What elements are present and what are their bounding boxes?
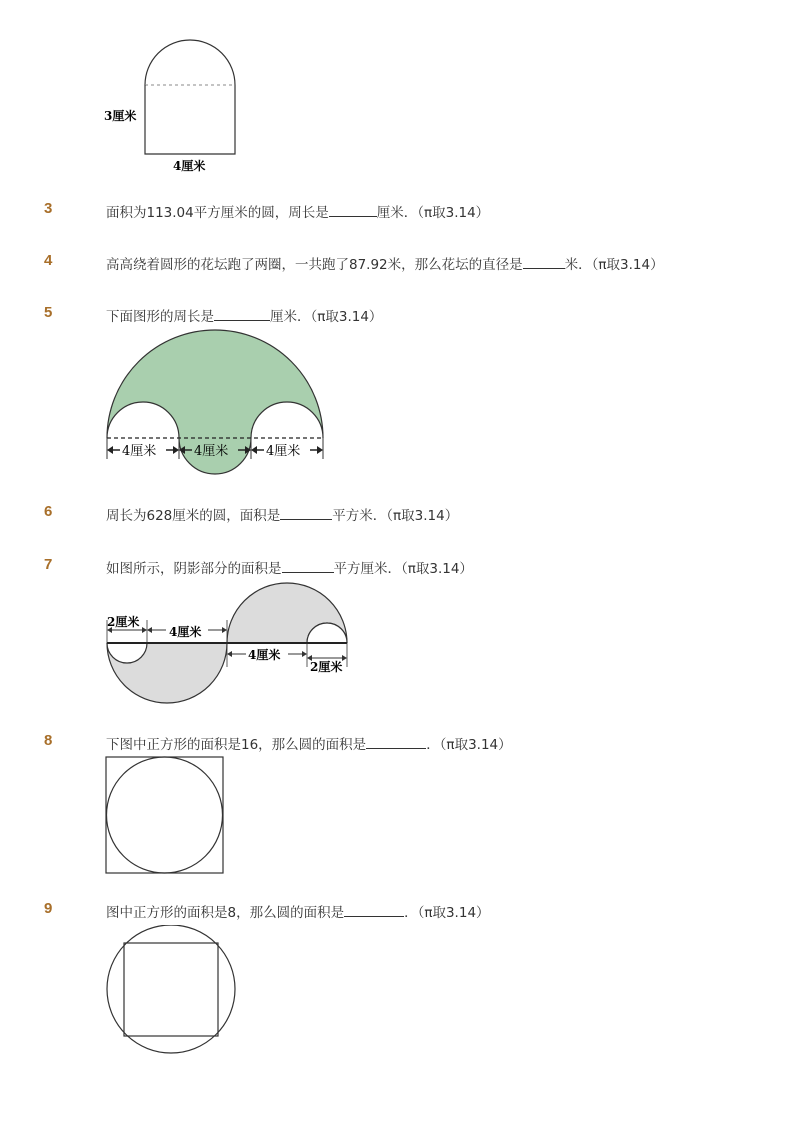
answer-blank[interactable] bbox=[329, 202, 377, 217]
answer-blank[interactable] bbox=[282, 558, 334, 573]
question-number: 7 bbox=[44, 556, 53, 573]
segment-label: 4厘米 bbox=[194, 444, 229, 459]
height-label: 3厘米 bbox=[104, 109, 137, 123]
question-text: 如图所示，阴影部分的面积是 平方厘米．（π取3.14） bbox=[106, 557, 473, 577]
question-text: 周长为628厘米的圆，面积是 平方米．（π取3.14） bbox=[106, 504, 458, 524]
question-number: 6 bbox=[44, 503, 53, 520]
dim-label: 4厘米 bbox=[169, 625, 202, 639]
dim-label: 2厘米 bbox=[310, 660, 343, 674]
answer-blank[interactable] bbox=[366, 734, 426, 749]
answer-blank[interactable] bbox=[344, 902, 404, 917]
circumscribed-circle bbox=[107, 925, 235, 1053]
question-text: 图中正方形的面积是8，那么圆的面积是 ．（π取3.14） bbox=[106, 901, 490, 921]
question-number: 3 bbox=[44, 200, 53, 217]
answer-blank[interactable] bbox=[523, 254, 565, 269]
figure-square-in-circle bbox=[104, 925, 239, 1055]
figure-green-semicircle bbox=[100, 325, 330, 480]
semicircle-arc bbox=[145, 40, 235, 85]
answer-blank[interactable] bbox=[280, 505, 332, 520]
question-text: 下面图形的周长是 厘米．（π取3.14） bbox=[106, 305, 382, 325]
question-number: 5 bbox=[44, 304, 53, 321]
question-number: 8 bbox=[44, 732, 53, 749]
dim-label: 2厘米 bbox=[107, 615, 140, 629]
figure-circle-in-square bbox=[104, 755, 226, 875]
question-text: 面积为113.04平方厘米的圆，周长是 厘米．（π取3.14） bbox=[106, 201, 489, 221]
question-text: 下图中正方形的面积是16，那么圆的面积是 ．（π取3.14） bbox=[106, 733, 512, 753]
segment-label: 4厘米 bbox=[122, 444, 157, 459]
question-text: 高高绕着圆形的花坛跑了两圈，一共跑了87.92米，那么花坛的直径是 米．（π取3.14） bbox=[106, 253, 664, 273]
width-label: 4厘米 bbox=[173, 159, 206, 173]
inscribed-square bbox=[124, 943, 218, 1036]
question-number: 4 bbox=[44, 252, 53, 269]
dim-label: 4厘米 bbox=[248, 648, 281, 662]
question-number: 9 bbox=[44, 900, 53, 917]
segment-label: 4厘米 bbox=[266, 444, 301, 459]
inscribed-circle bbox=[107, 757, 223, 873]
figure-rect-semicircle bbox=[95, 30, 255, 180]
rectangle bbox=[145, 85, 235, 154]
answer-blank[interactable] bbox=[214, 306, 270, 321]
figure-gray-semicircles bbox=[100, 575, 360, 710]
